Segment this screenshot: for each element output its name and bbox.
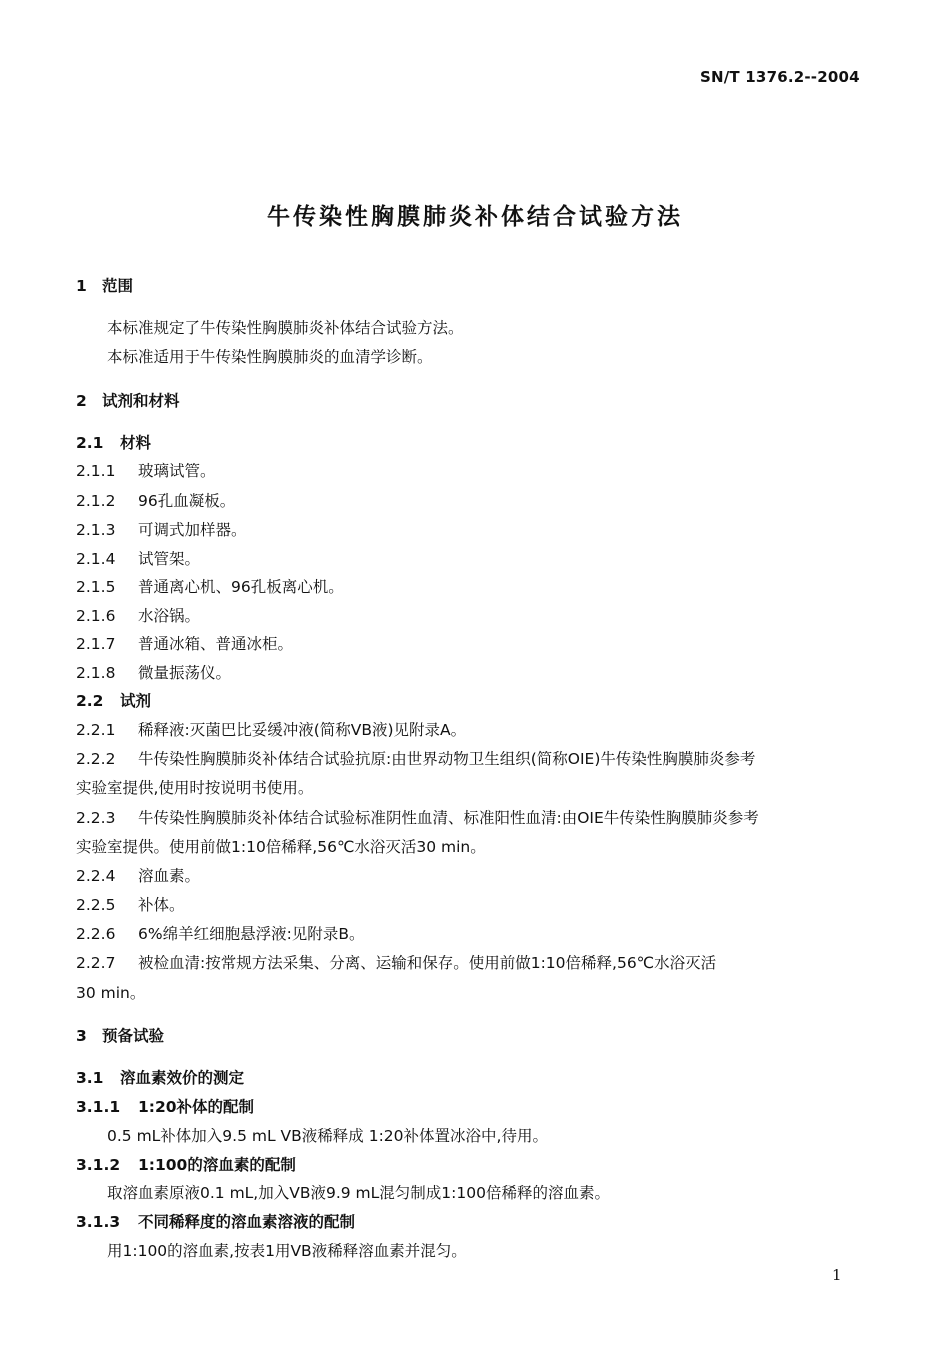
clause-number: 2.1.7 (76, 635, 116, 653)
clause-title: 不同稀释度的溶血素溶液的配制 (138, 1213, 356, 1231)
clause-2-1-6 (76, 606, 200, 626)
clause-text: 被检血清:按常规方法采集、分离、运输和保存。使用前做1:10倍稀释,56℃水浴灭活 (138, 954, 717, 972)
clause-text: 牛传染性胸膜肺炎补体结合试验标准阴性血清、标准阳性血清:由OIE牛传染性胸膜肺炎参考 (138, 809, 759, 827)
clause-text: 水浴锅。 (138, 607, 201, 625)
paragraph: 用1:100的溶血素,按表1用VB液稀释溶血素并混匀。 (107, 1242, 467, 1260)
section-title: 溶血素效价的测定 (120, 1069, 245, 1087)
clause-number: 2.2.1 (76, 721, 116, 739)
clause-3-1-1-heading (76, 1097, 254, 1117)
section-number: 3.1 (76, 1069, 104, 1087)
subsection-2-2-heading (76, 691, 151, 711)
section-title: 预备试验 (102, 1027, 165, 1045)
section-title: 材料 (120, 434, 152, 452)
clause-number: 2.2.2 (76, 750, 116, 768)
section-2-heading (76, 391, 180, 411)
clause-2-2-3 (76, 808, 759, 828)
document-title: 牛传染性胸膜肺炎补体结合试验方法 (267, 204, 683, 230)
clause-text: 96孔血凝板。 (138, 492, 236, 510)
clause-2-2-4 (76, 866, 200, 886)
clause-number: 2.1.3 (76, 521, 116, 539)
clause-number: 2.2.5 (76, 896, 116, 914)
clause-text: 微量振荡仪。 (138, 664, 232, 682)
clause-number: 3.1.1 (76, 1098, 121, 1116)
clause-continuation: 30 min。 (76, 984, 146, 1002)
clause-continuation: 实验室提供,使用时按说明书使用。 (76, 779, 314, 797)
clause-2-2-7 (76, 953, 716, 973)
clause-text: 补体。 (138, 896, 185, 914)
clause-number: 2.1.8 (76, 664, 116, 682)
clause-2-1-4 (76, 549, 200, 569)
clause-number: 2.2.7 (76, 954, 116, 972)
clause-number: 2.1.4 (76, 550, 116, 568)
clause-2-1-7 (76, 634, 293, 654)
section-title: 试剂 (120, 692, 152, 710)
clause-title: 1:100的溶血素的配制 (138, 1156, 296, 1174)
clause-text: 玻璃试管。 (138, 462, 216, 480)
clause-number: 2.1.6 (76, 607, 116, 625)
section-number: 2.2 (76, 692, 104, 710)
clause-text: 试管架。 (138, 550, 201, 568)
standard-code: SN/T 1376.2--2004 (700, 68, 860, 86)
clause-number: 2.1.1 (76, 462, 116, 480)
section-number: 2 (76, 392, 87, 410)
clause-continuation: 实验室提供。使用前做1:10倍稀释,56℃水浴灭活30 min。 (76, 838, 486, 856)
clause-text: 6%绵羊红细胞悬浮液:见附录B。 (138, 925, 365, 943)
clause-number: 2.1.5 (76, 578, 116, 596)
clause-3-1-3-heading (76, 1212, 355, 1232)
clause-2-1-1 (76, 461, 216, 481)
section-number: 1 (76, 277, 87, 295)
clause-text: 牛传染性胸膜肺炎补体结合试验抗原:由世界动物卫生组织(简称OIE)牛传染性胸膜肺炎参考 (138, 750, 756, 768)
clause-2-2-5 (76, 895, 185, 915)
subsection-3-1-heading (76, 1068, 244, 1088)
section-title: 试剂和材料 (102, 392, 180, 410)
clause-number: 2.2.6 (76, 925, 116, 943)
clause-2-1-8 (76, 663, 231, 683)
clause-text: 可调式加样器。 (138, 521, 247, 539)
clause-text: 普通冰箱、普通冰柜。 (138, 635, 294, 653)
clause-2-1-2 (76, 491, 235, 511)
clause-number: 2.2.4 (76, 867, 116, 885)
clause-number: 3.1.3 (76, 1213, 121, 1231)
paragraph: 0.5 mL补体加入9.5 mL VB液稀释成 1:20补体置冰浴中,待用。 (107, 1127, 548, 1145)
clause-text: 溶血素。 (138, 867, 201, 885)
section-1-heading (76, 276, 133, 296)
clause-2-1-5 (76, 577, 344, 597)
clause-number: 2.2.3 (76, 809, 116, 827)
clause-number: 3.1.2 (76, 1156, 121, 1174)
clause-text: 稀释液:灭菌巴比妥缓冲液(简称VB液)见附录A。 (138, 721, 467, 739)
clause-2-2-1 (76, 720, 466, 740)
page-number: 1 (832, 1266, 842, 1284)
clause-2-2-2 (76, 749, 755, 769)
section-number: 3 (76, 1027, 87, 1045)
clause-2-1-3 (76, 520, 247, 540)
clause-2-2-6 (76, 924, 364, 944)
clause-title: 1:20补体的配制 (138, 1098, 255, 1116)
clause-3-1-2-heading (76, 1155, 296, 1175)
section-title: 范围 (102, 277, 134, 295)
section-number: 2.1 (76, 434, 104, 452)
clause-number: 2.1.2 (76, 492, 116, 510)
paragraph: 本标准规定了牛传染性胸膜肺炎补体结合试验方法。 (107, 319, 464, 337)
clause-text: 普通离心机、96孔板离心机。 (138, 578, 344, 596)
section-3-heading (76, 1026, 164, 1046)
subsection-2-1-heading (76, 433, 151, 453)
paragraph: 本标准适用于牛传染性胸膜肺炎的血清学诊断。 (107, 348, 433, 366)
paragraph: 取溶血素原液0.1 mL,加入VB液9.9 mL混匀制成1:100倍稀释的溶血素。 (107, 1184, 610, 1202)
